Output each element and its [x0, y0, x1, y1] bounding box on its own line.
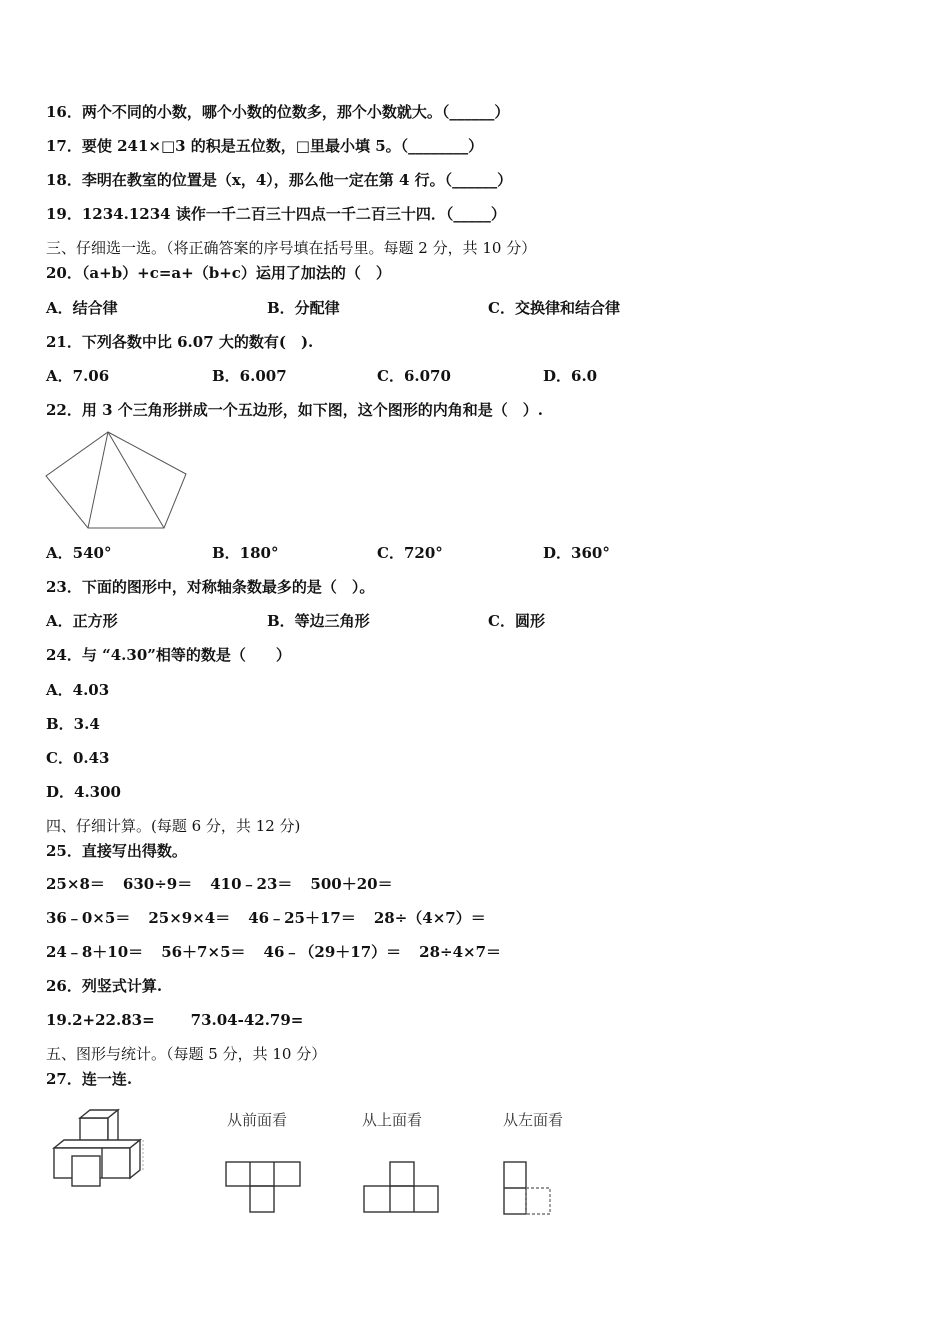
- question-17: 17．要使 241×□3 的积是五位数，□里最小填 5。（________）: [46, 137, 484, 155]
- q23-option-b: B．等边三角形: [267, 612, 370, 630]
- q25-expr: 46﹣（29＋17）＝: [263, 943, 402, 961]
- q24-option-b: B．3.4: [46, 715, 100, 733]
- question-16: 16．两个不同的小数，哪个小数的位数多，那个小数就大。（______）: [46, 103, 510, 121]
- q25-expr: 630÷9＝: [122, 875, 193, 893]
- q20-option-b: B．分配律: [267, 299, 340, 317]
- view-label-top: 从上面看: [362, 1111, 423, 1129]
- pentagon-figure: [40, 428, 192, 534]
- view-label-front: 从前面看: [227, 1111, 288, 1129]
- question-25: 25．直接写出得数。: [46, 842, 187, 860]
- section-5-heading: 五、图形与统计。（每题 5 分，共 10 分）: [46, 1045, 327, 1063]
- question-18: 18．李明在教室的位置是（x，4），那么他一定在第 4 行。（______）: [46, 171, 513, 189]
- view-label-left: 从左面看: [503, 1111, 564, 1129]
- question-20: 20．（a+b）+c=a+（b+c）运用了加法的（ ）: [46, 264, 391, 282]
- view-shape-2: [362, 1160, 442, 1216]
- q26-expr: 19.2+22.83=: [46, 1011, 155, 1029]
- q25-row-2: [46, 908, 504, 928]
- q22-option-c: C．720°: [377, 544, 443, 562]
- q25-expr: 25×8＝: [46, 875, 105, 893]
- q24-option-d: D．4.300: [46, 783, 121, 801]
- question-22: 22．用 3 个三角形拼成一个五边形，如下图，这个图形的内角和是（ ）.: [46, 401, 543, 419]
- q25-row-3: [46, 942, 519, 962]
- question-23: 23．下面的图形中，对称轴条数最多的是（ ）。: [46, 578, 375, 596]
- q25-row-1: [46, 874, 411, 894]
- q22-option-b: B．180°: [212, 544, 279, 562]
- q20-option-a: A．结合律: [46, 299, 118, 317]
- q22-option-d: D．360°: [543, 544, 610, 562]
- q25-expr: 410﹣23＝: [210, 875, 293, 893]
- q21-option-c: C．6.070: [377, 367, 451, 385]
- q25-expr: 24﹣8＋10＝: [46, 943, 144, 961]
- q21-option-a: A．7.06: [46, 367, 110, 385]
- q25-expr: 56＋7×5＝: [161, 943, 246, 961]
- q25-expr: 28÷4×7＝: [419, 943, 502, 961]
- q21-option-b: B．6.007: [212, 367, 287, 385]
- q26-expr: 73.04-42.79=: [190, 1011, 304, 1029]
- cube-stack-figure: [48, 1106, 150, 1190]
- section-4-heading: 四、仔细计算。(每题 6 分，共 12 分): [46, 817, 301, 835]
- question-21: 21．下列各数中比 6.07 大的数有( ).: [46, 333, 314, 351]
- q25-expr: 25×9×4＝: [148, 909, 231, 927]
- q25-expr: 500＋20＝: [310, 875, 393, 893]
- question-24: 24．与 “4.30”相等的数是（ ）: [46, 646, 291, 664]
- q23-option-c: C．圆形: [488, 612, 545, 630]
- q23-option-a: A．正方形: [46, 612, 118, 630]
- question-27: 27．连一连.: [46, 1070, 133, 1088]
- q25-expr: 46﹣25＋17＝: [248, 909, 356, 927]
- q25-expr: 36﹣0×5＝: [46, 909, 131, 927]
- q20-option-c: C．交换律和结合律: [488, 299, 620, 317]
- section-3-heading: 三、仔细选一选。（将正确答案的序号填在括号里。每题 2 分，共 10 分）: [46, 239, 537, 257]
- q24-option-a: A．4.03: [46, 681, 110, 699]
- q26-row: [46, 1010, 321, 1030]
- view-shape-3: [502, 1160, 558, 1216]
- view-shape-1: [224, 1160, 304, 1216]
- question-26: 26．列竖式计算.: [46, 977, 163, 995]
- q25-expr: 28÷（4×7）＝: [373, 909, 486, 927]
- q24-option-c: C．0.43: [46, 749, 110, 767]
- question-19: 19．1234.1234 读作一千二百三十四点一千二百三十四．（_____）: [46, 205, 506, 223]
- q22-option-a: A．540°: [46, 544, 112, 562]
- q21-option-d: D．6.0: [543, 367, 598, 385]
